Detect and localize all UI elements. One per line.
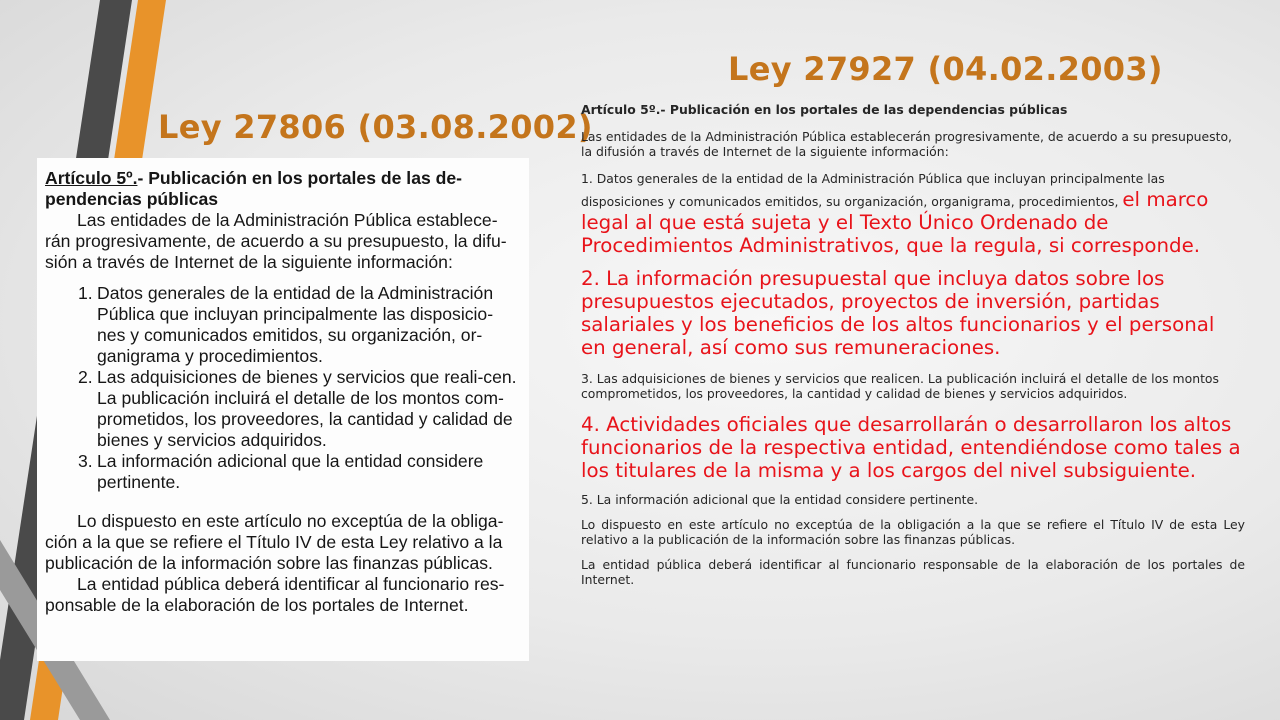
right-law-title: Ley 27927 (04.02.2003) [728,50,1163,88]
right-article-text [581,102,1245,587]
left-law-title: Ley 27806 (03.08.2002) [158,108,593,146]
scan-list-item [45,451,517,493]
item-1-plain: 1. Datos generales de la entidad de la Administración Pública que incluyan principalmente las disposiciones y comunicados emitidos, su organización, organigrama, procedimientos, [581,171,1165,209]
article-heading: Artículo 5º.- Publicación en los portales de las dependencias públicas [581,102,1068,117]
scan-heading [45,168,517,210]
scan-item-text: Datos generales de la entidad de la Administración Pública que incluyan principalmente las disposicio-nes y comunicados emitidos, su organización, or-ganigrama y procedimientos. [97,283,494,366]
scan-heading-article: Artículo 5º. [45,168,138,188]
scan-list-item [45,283,517,367]
item-4-highlight: 4. Actividades oficiales que desarrollarán o desarrollaron los altos funcionarios de la respectiva entidad, entendiéndose como tales a los titulares de la misma y a los cargos del nivel subsiguiente. [581,413,1241,482]
scan-closing-2: La entidad pública deberá identificar al funcionario res-ponsable de la elaboración de los portales de Internet. [45,574,505,615]
scan-item-list [45,283,517,493]
scan-item-text: La información adicional que la entidad considere pertinente. [97,451,484,492]
item-2-highlight: 2. La información presupuestal que incluya datos sobre los presupuestos ejecutados, proyectos de inversión, partidas salariales y los beneficios de los altos funcionarios y el personal en general, así como sus remuneraciones. [581,267,1215,359]
scan-heading-rest: - Publicación en los portales de las de-pendencias públicas [45,168,463,209]
closing-1: Lo dispuesto en este artículo no exceptúa de la obligación a la que se refiere el Título IV de esta Ley relativo a la publicación de la información sobre las finanzas públicas. [581,517,1245,547]
scan-item-number: 3. [78,451,93,471]
scanned-article-image [37,158,529,661]
item-3: 3. Las adquisiciones de bienes y servicios que realicen. La publicación incluirá el detalle de los montos comprometidos, los proveedores, la cantidad y calidad de bienes y servicios adquiridos. [581,371,1219,401]
scan-item-number: 2. [78,367,93,387]
scan-item-text: Las adquisiciones de bienes y servicios que reali-cen. [97,367,517,387]
article-intro: Las entidades de la Administración Pública establecerán progresivamente, de acuerdo a su presupuesto, la difusión a través de Internet de la siguiente información: [581,129,1232,159]
item-5: 5. La información adicional que la entidad considere pertinente. [581,492,979,507]
scan-list-item [45,367,517,451]
scan-intro: Las entidades de la Administración Pública establece-rán progresivamente, de acuerdo a su presupuesto, la difu-sión a través de Internet de la siguiente información: [45,210,507,272]
item-1 [581,169,1245,257]
scan-item-subtext: La publicación incluirá el detalle de los montos com-prometidos, los proveedores, la cantidad y calidad de bienes y servicios adquiridos. [97,388,513,450]
scan-closing-1: Lo dispuesto en este artículo no exceptúa de la obliga-ción a la que se refiere el Título IV de esta Ley relativo a la publicación de la información sobre las finanzas públicas. [45,511,504,573]
closing-2: La entidad pública deberá identificar al funcionario responsable de la elaboración de los portales de Internet. [581,557,1245,587]
item-1-highlight: el marco legal al que está sujeta y el Texto Único Ordenado de Procedimientos Administrativos, que la regula, si corresponde. [581,188,1209,257]
scan-item-number: 1. [78,283,93,303]
